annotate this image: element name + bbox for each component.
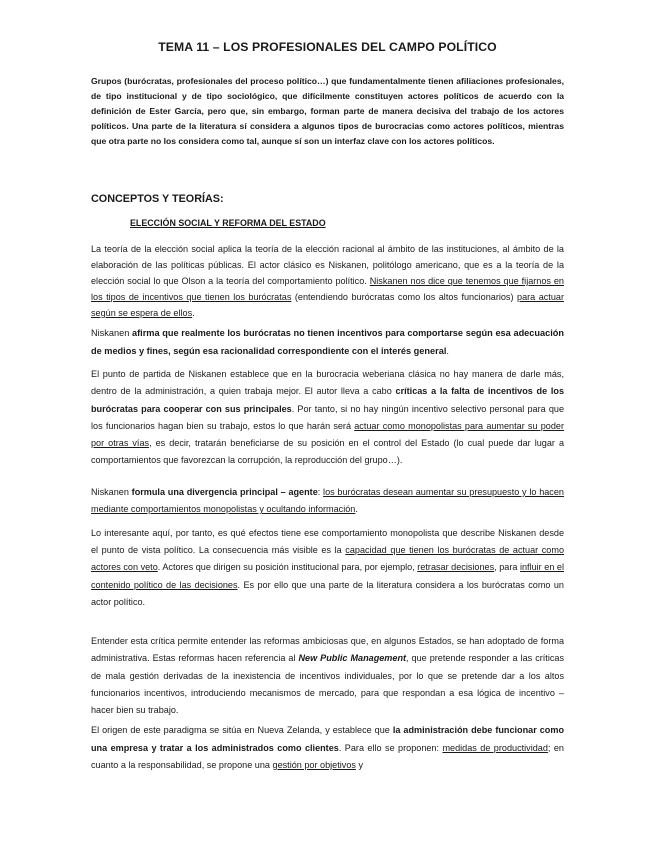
section-heading: CONCEPTOS Y TEORÍAS: [91, 193, 224, 205]
bold-text: formula una divergencia principal – agente [131, 487, 318, 497]
text-run: . Por tanto, si no hay ningún incentivo selectivo personal para que los funcionarios hagan bien su trabajo, estos lo que harán será [91, 403, 565, 431]
paragraph-niskanen-afirma [91, 324, 564, 360]
text-run: , que pretende responder a las críticas de mala gestión derivadas de la inexistencia de incentivos individuales, por lo que se pretende dar a los altos funcionarios incentivos, introduciendo mecanismos de mercado, para que respondan a esa lógica de incentivo – hacer bien su trabajo. [91, 653, 564, 716]
text-run: Entender esta crítica permite entender las reformas ambiciosas que, en algunos Estados, se han adoptado de forma administrativa. Estas reformas hacen referencia al [91, 636, 564, 664]
paragraph-divergencia [91, 484, 564, 518]
underlined-text: Niskanen nos dice que tenemos que fijarnos en los tipos de incentivos que tienen los burócratas [91, 276, 564, 302]
paragraph-comportamiento-monopolista [91, 525, 564, 611]
text-run: . [355, 504, 358, 514]
text-run: . Actores que dirigen su posición institucional para, por ejemplo, [157, 562, 418, 573]
underlined-text: actuar como monopolistas para aumentar su poder por otras vías [91, 420, 564, 449]
underlined-text: capacidad que tienen los burócratas de actuar como actores con veto [91, 545, 564, 573]
underlined-text: para actuar según se espera de ellos [91, 292, 564, 318]
bold-text: afirma que realmente los burócratas no tienen incentivos para comportarse según esa adecuación de medios y fines, según esa racionalidad correspondiente con el interés general [91, 328, 565, 356]
text-run: (entendiendo burócratas como los altos funcionarios) [291, 292, 518, 302]
paragraph-new-public-management [91, 633, 564, 719]
text-run: , para [494, 562, 520, 573]
text-run: . [446, 346, 449, 356]
paragraph-nueva-zelanda [91, 722, 564, 775]
text-run: El punto de partida de Niskanen establece que en la burocracia weberiana clásica no hay manera de darle más, dentro de la administración, a quien trabaja mejor. El autor lleva a cabo [91, 369, 564, 397]
subsection-heading: ELECCIÓN SOCIAL Y REFORMA DEL ESTADO [130, 218, 326, 228]
text-run: . Para ello se proponen: [338, 742, 443, 753]
text-run: ; en cuanto a la responsabilidad, se propone una [91, 742, 564, 770]
bold-text: la administración debe funcionar como una empresa y tratar a los administrados como clientes [91, 725, 565, 753]
text-run: El origen de este paradigma se sitúa en Nueva Zelanda, y establece que [91, 725, 393, 735]
bold-italic-text: New Public Management [298, 653, 407, 664]
paragraph-punto-de-partida [91, 366, 564, 470]
paragraph-eleccion-social [91, 241, 564, 321]
text-run: Lo interesante aquí, por tanto, es qué efectos tiene ese comportamiento monopolista que describe Niskanen desde el punto de vista político. La consecuencia más visible es la [91, 528, 564, 556]
bold-text: críticas a la falta de incentivos de los burócratas para cooperar con sus principales [91, 386, 564, 414]
underlined-text: medidas de productividad [442, 742, 548, 753]
intro-paragraph [91, 74, 564, 149]
text-run: Niskanen [91, 487, 132, 497]
text-run: La teoría de la elección social aplica la teoría de la elección racional al ámbito de las instituciones, al ámbito de la elaboración de las políticas públicas. El actor clásico es Niskanen, politólogo americano, que es a la teoría de la elección social lo que Olson a la teoría del comportamiento político. [91, 244, 564, 286]
text-run: y [355, 760, 364, 770]
text-run: : [317, 487, 324, 497]
text-run: Niskanen [91, 328, 132, 338]
text-run: . Es por ello que una parte de la literatura considera a los burócratas como un actor político. [91, 579, 564, 607]
text-run: . [192, 308, 195, 318]
underlined-text: influir en el contenido político de las decisiones [91, 562, 565, 590]
underlined-text: retrasar decisiones [417, 562, 495, 573]
text-run: , es decir, tratarán beneficiarse de su posición en el control del Estado (lo cual puede dar lugar a comportamientos que favorezcan la corrupción, la reproducción del grupo…). [91, 438, 565, 466]
document-title: TEMA 11 – LOS PROFESIONALES DEL CAMPO POLÍTICO [158, 40, 497, 54]
underlined-text: los burócratas desean aumentar su presupuesto y lo hacen mediante comportamientos monopolistas y ocultando información [91, 487, 564, 514]
intro-text: Grupos (burócratas, profesionales del proceso político…) que fundamentalmente tienen afiliaciones profesionales, de tipo institucional y de tipo sociológico, que difícilmente constituyen actores políticos de acuerdo con la definición de Ester García, pero que, sin embargo, forman parte de manera decisiva del trabajo de los actores políticos. Una parte de la literatura sí considera a algunos tipos de burocracias como actores políticos, mientras que otra parte no los considera como tal, aunque sí son un interfaz clave con los actores políticos. [91, 76, 564, 147]
underlined-text: gestión por objetivos [272, 760, 356, 770]
